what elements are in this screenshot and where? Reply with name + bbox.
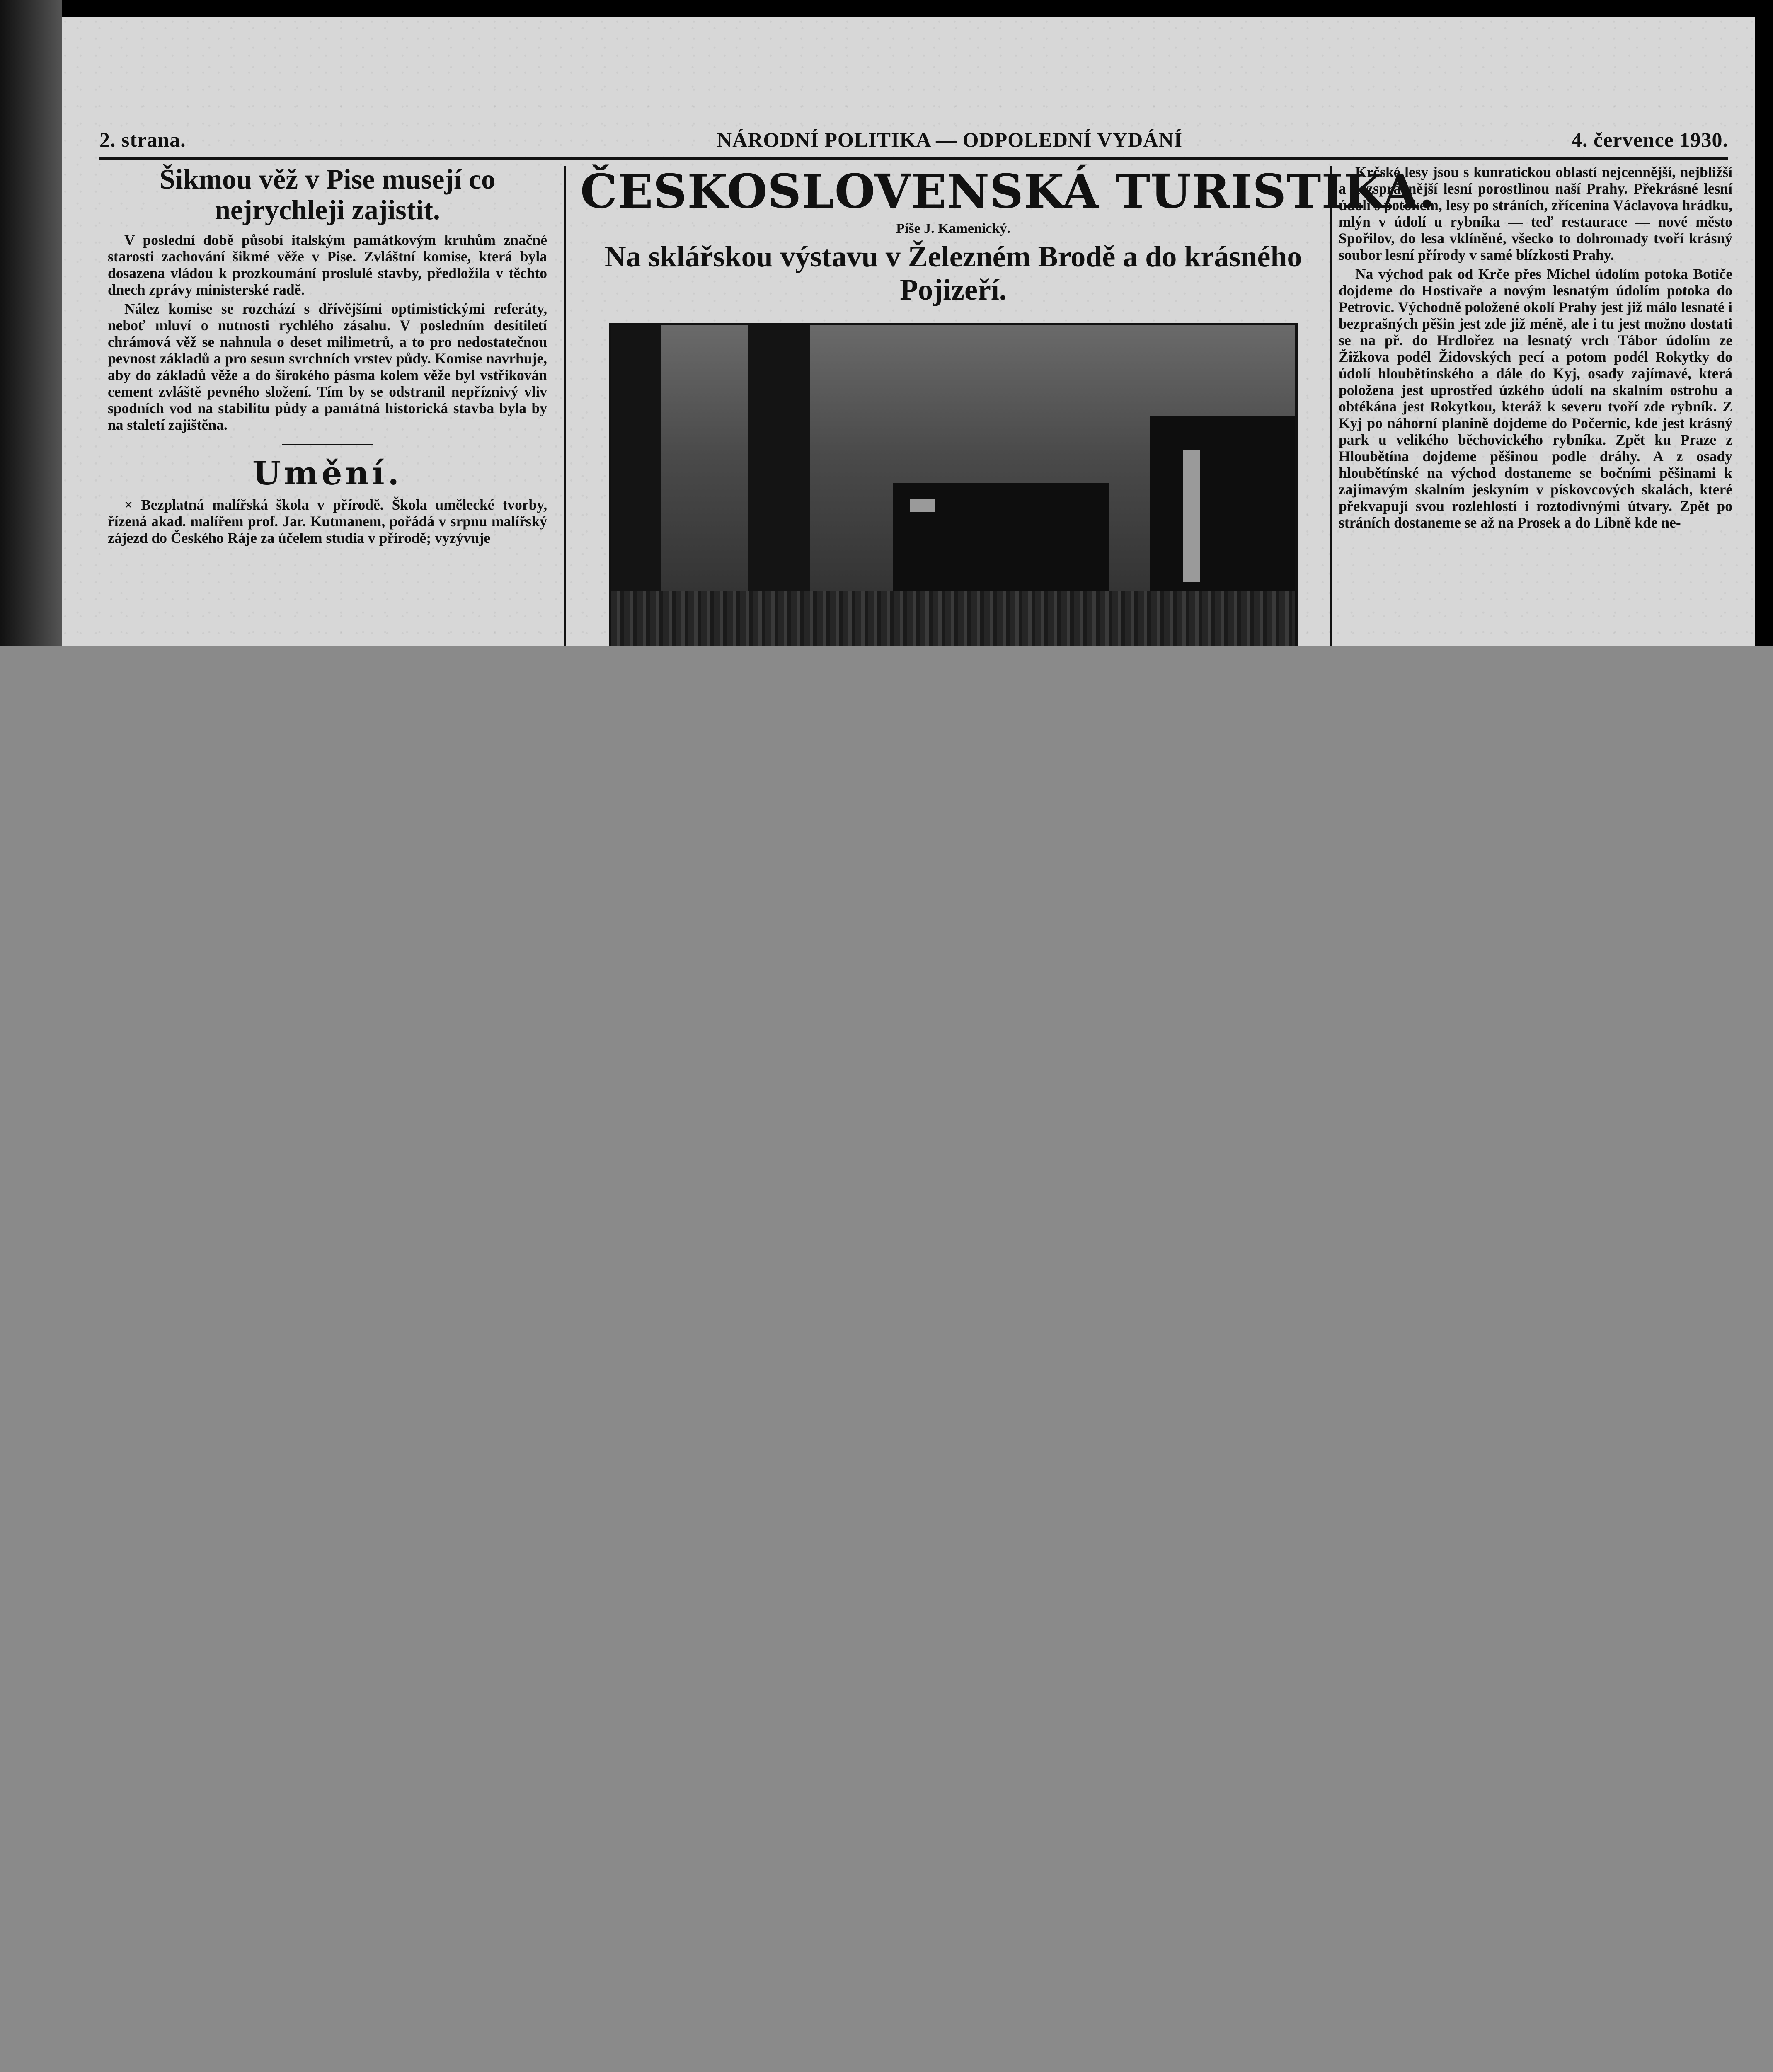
running-head [99, 128, 1728, 157]
section-divider [282, 444, 373, 445]
column-rule-left [564, 166, 566, 646]
scan-binding-shadow [0, 0, 62, 646]
paper-title: NÁRODNÍ POLITIKA — ODPOLEDNÍ VYDÁNÍ [717, 128, 1183, 151]
prague-paragraph-2: Na východ pak od Krče přes Michel údolím potoka Botiče dojdeme do Hostivaře a novým lesnatým údolím potoka do Petrovic. Východně položené okolí Prahy jest již málo lesnaté i bezprašných pěšin jest zde již méně, ale i tu jest možno dostati se na př. do Hrdlořez na lesnatý vrch Tábor údolím ze Žižkova podél Židovských pecí a potom podél Rokytky do údolí hloubětínského a dále do Kyj, osady zajímavé, která položena jest uprostřed úzkého údolí na skalním ostrohu a obtékána jest Rokytkou, kteráž k severu tvoří zde rybník. Z Kyj po náhorní planině dojdeme do Počernic, kde jest krásný park u velikého běchovického rybníka. Zpět ku Praze z Hloubětína dojdeme pěšinou podle dráhy. A z osady hloubětínské na východ dostaneme se bočními pěšinami k zajímavým skalním jeskyním v pískovcových skalách, které překvapují svou rozlehlostí i roztodivnými útvary. Zpět po stráních dostaneme se až na Prosek a do Libně kde ne- [1339, 266, 1732, 531]
left-column [108, 164, 547, 549]
issue-date: 4. července 1930. [1572, 128, 1728, 151]
column-rule-right [1330, 166, 1332, 646]
pisa-paragraph-2: Nález komise se rozchází s dřívějšími optimistickými referáty, neboť mluví o nutnosti rychlého zásahu. V posledním desítiletí chrámová věž se nahnula o deset milimetrů, a to pro nedostatečnou pevnost základů a pro sesun svrchních vrstev půdy. Komise navrhuje, aby do základů věže a do širokého pásma kolem věže byl vstřikován cement zvláště pevného složení. Tím by se odstranil nepříznivý vliv spodních vod na stabilitu půdy a památná historická stavba byla by na staletí zajištěna. [108, 300, 547, 433]
art-text: Škola umělecké tvorby, řízená akad. malířem prof. Jar. Kutmanem, pořádá v srpnu malířský zájezd do Českého Ráje za účelem studia v přírodě; vyzývuje [108, 496, 547, 546]
middle-column [580, 164, 1436, 646]
tourism-subhead: Na sklářskou výstavu v Železném Brodě a do krásného Pojizeří. [604, 240, 1302, 306]
empty-scan-area [0, 646, 1773, 2072]
art-lead: × Bezplatná malířská škola v přírodě. [124, 496, 384, 513]
page-number: 2. strana. [99, 128, 186, 151]
photo-crowd [611, 591, 1295, 646]
pisa-headline: Šikmou věž v Pise musejí co nejrychleji zajistit. [159, 163, 496, 225]
exhibition-photo [609, 323, 1298, 646]
tourism-banner: ČESKOSLOVENSKÁ TURISTIKA. [580, 165, 1436, 219]
right-column [1339, 164, 1732, 533]
pisa-paragraph-1: V poslední době působí italským památkovým kruhům značné starosti zachování šikmé věže v Pise. Zvláštní komise, která byla dosazena vládou k prozkoumání proslulé stavby, předložila v těchto dnech zprávy ministerské radě. [108, 232, 547, 298]
prague-paragraph-1: Krčské lesy jsou s kunratickou oblastí nejcennější, nejbližší a nezsprávnější lesní porostlinou naší Prahy. Překrásné lesní údolí s potokem, lesy po stráních, zřícenina Václavova hrádku, mlýn v údolí u rybníka — teď restaurace — nové město Spořilov, do lesa vklíněné, všecko to dohromady tvoří krásný soubor lesní přírody v samé blízkosti Prahy. [1339, 164, 1732, 263]
header-rule [99, 157, 1728, 160]
newspaper-page [62, 17, 1755, 646]
art-paragraph [108, 496, 547, 546]
byline: Píše J. Kamenický. [896, 221, 1010, 236]
photo-window [910, 499, 935, 512]
photo-highlight [1183, 450, 1200, 582]
section-heading-art: Umění. [252, 455, 402, 492]
